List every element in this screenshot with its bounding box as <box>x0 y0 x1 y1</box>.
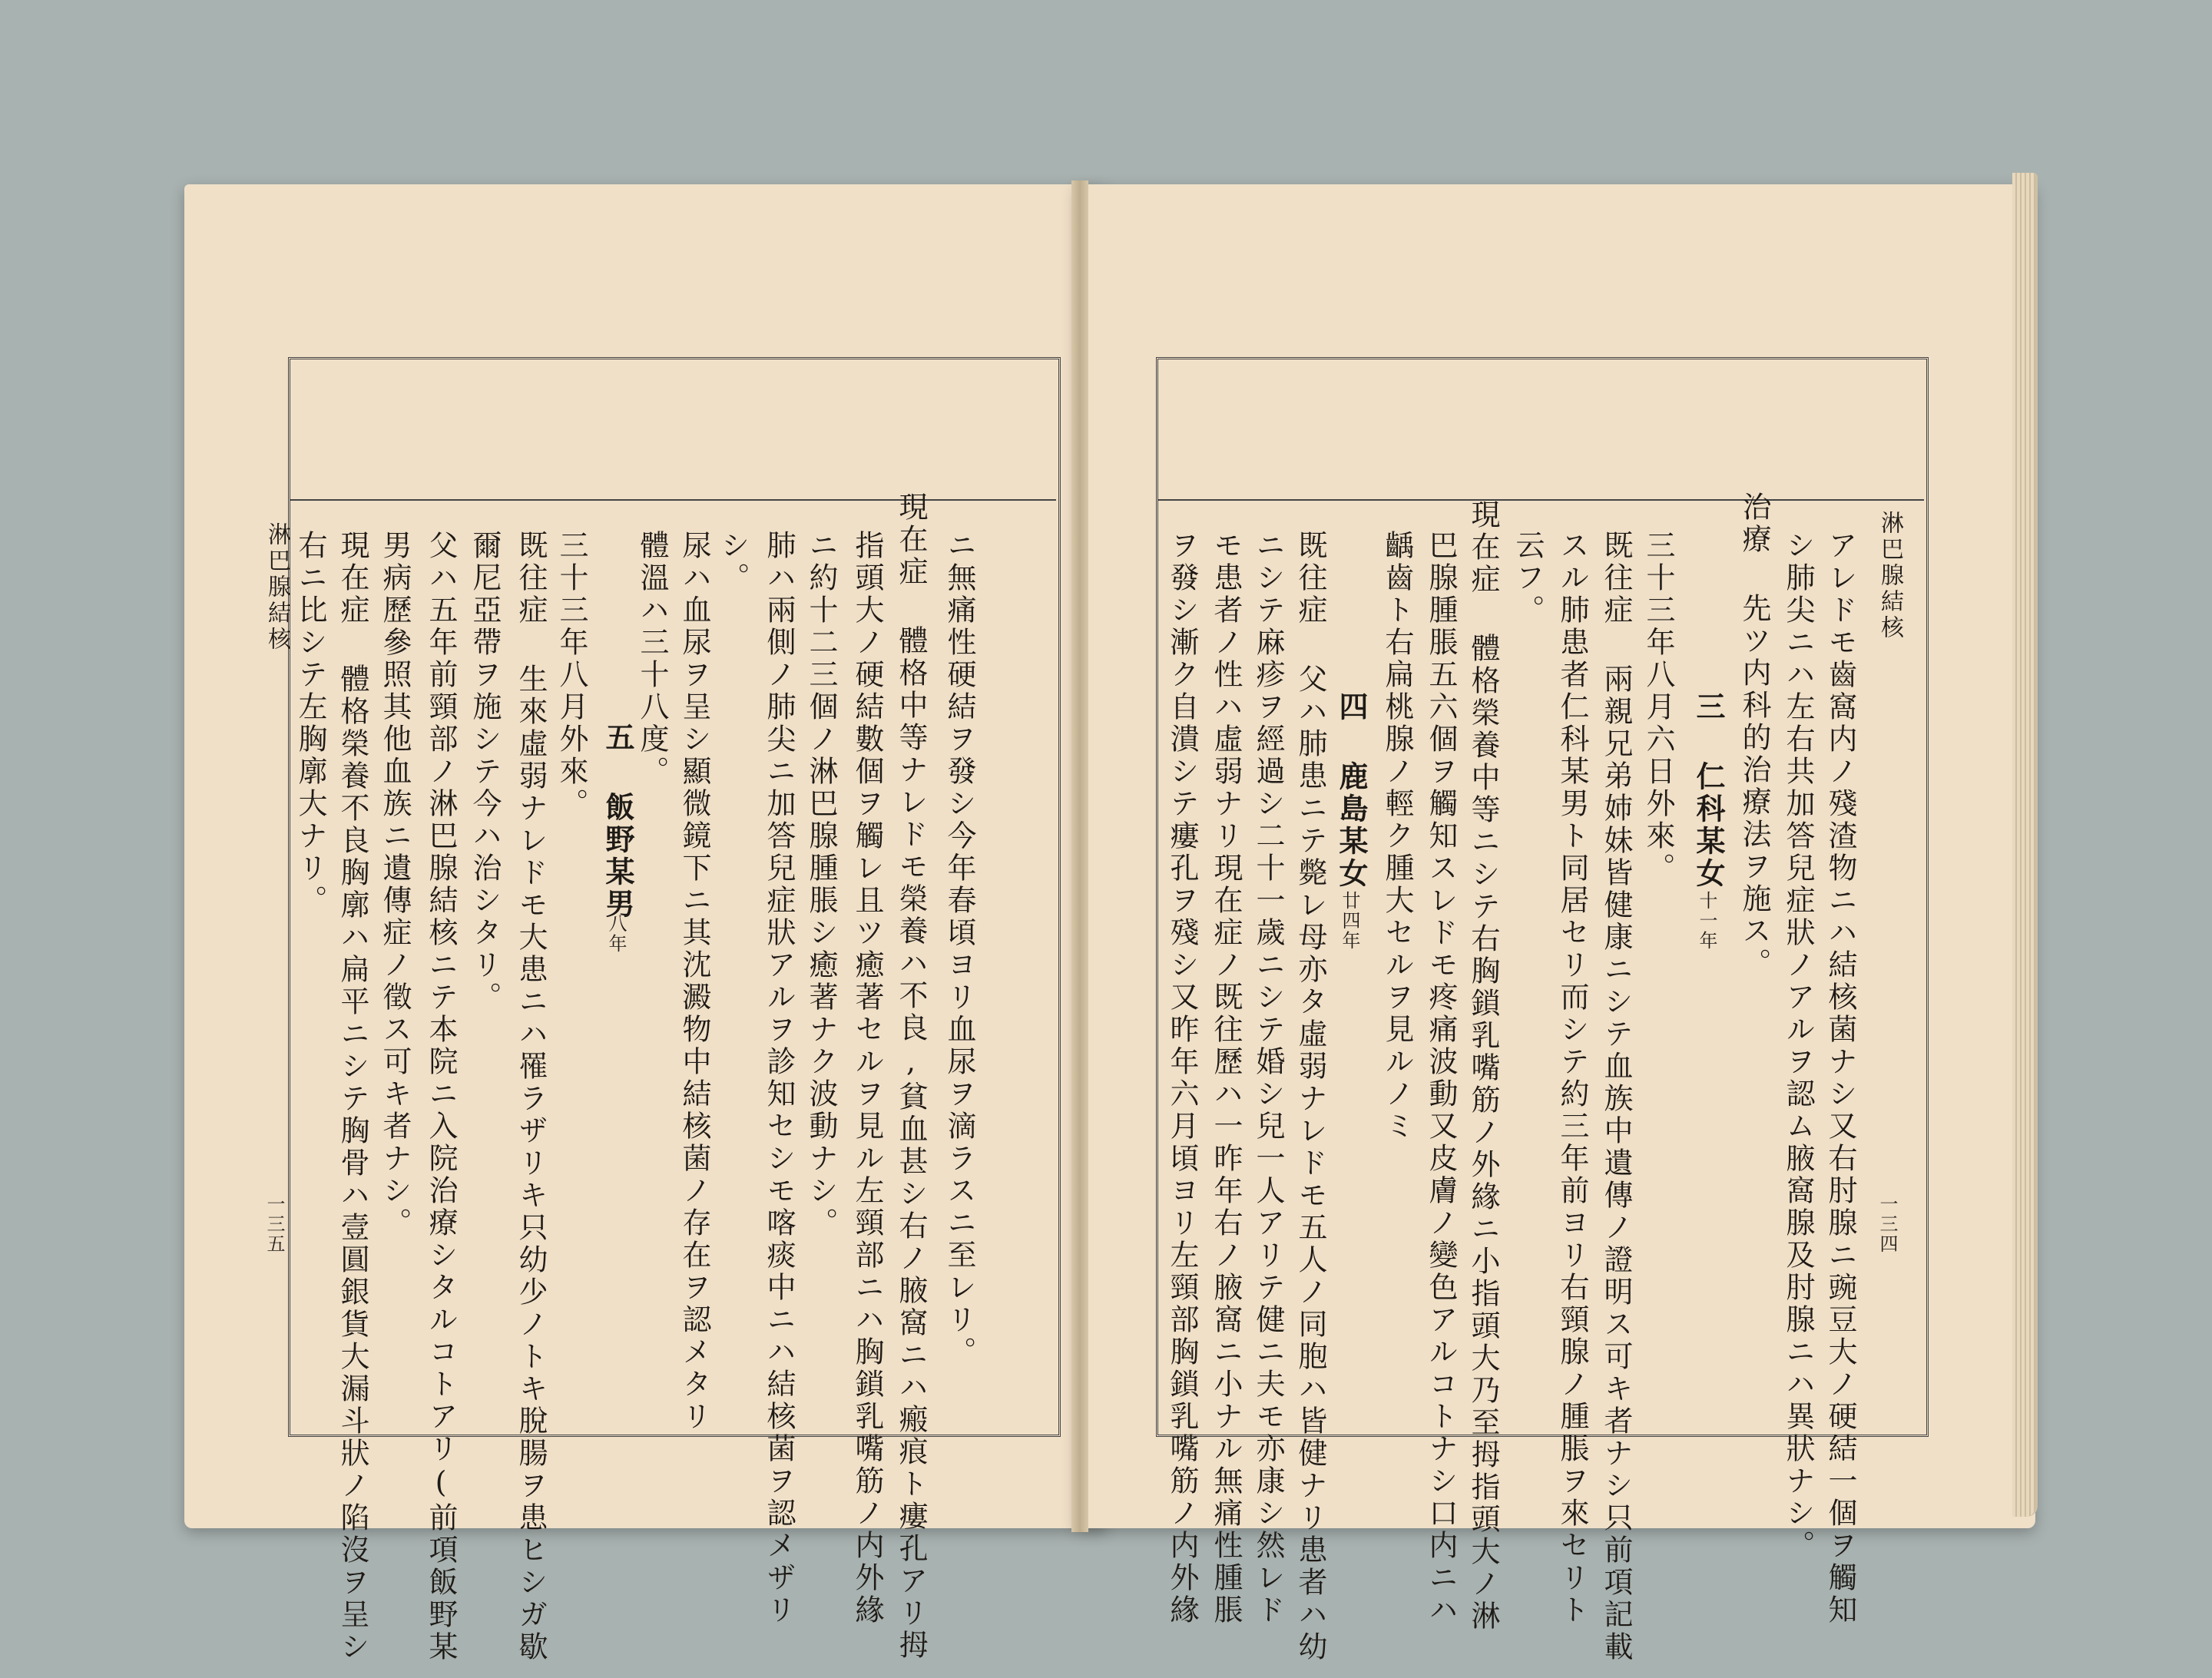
book-gutter <box>1071 180 1088 1532</box>
right-running-head: 淋巴腺結核 <box>1876 511 1903 641</box>
right-col-13: 既往症 父ハ肺患ニテ斃レ母亦タ虛弱ナレドモ五人ノ同胞ハ皆健ナリ患者ハ幼 <box>1293 530 1327 1663</box>
left-header-rule <box>290 499 1056 501</box>
right-col-3: 治療 先ツ内科的治療法ヲ施ス。 <box>1737 491 1771 980</box>
left-col-13: 父ハ五年前頸部ノ淋巴腺結核ニテ本院ニ入院治療シタルコトアリ(前項飯野某 <box>424 530 458 1663</box>
left-col-5: 肺ハ兩側ノ肺尖ニ加答兒症狀アルヲ診知セシモ喀痰中ニハ結核菌ヲ認メザリ <box>762 530 796 1627</box>
left-col-8: 體溫ハ三十八度。 <box>635 530 669 788</box>
left-col-2: 現在症 體格中等ナレドモ榮養ハ不良,貧血甚シ右ノ腋窩ニハ瘢痕ト瘻孔アリ拇 <box>894 491 928 1662</box>
left-case-age: 八年 <box>605 914 627 954</box>
left-col-12: 爾尼亞帶ヲ施シテ今ハ治シタリ。 <box>468 530 502 1014</box>
page-edges <box>2012 173 2038 1517</box>
right-col-6: 既往症 兩親兄弟姉妹皆健康ニシテ血族中遺傳ノ證明ス可キ者ナシ只前項記載 <box>1599 530 1633 1663</box>
right-col-11: 齲齒ト右扁桃腺ノ輕ク腫大セルヲ見ルノミ <box>1380 530 1414 1143</box>
left-col-7: 尿ハ血尿ヲ呈シ顯微鏡下ニ其沈澱物中結核菌ノ存在ヲ認メタリ <box>677 530 711 1433</box>
left-col-11: 既往症 生來虛弱ナレドモ大患ニハ罹ラザリキ只幼少ノトキ脫腸ヲ患ヒシガ歇 <box>514 530 548 1663</box>
right-col-15: モ患者ノ性ハ虛弱ナリ現在症ノ既往歷ハ一昨年右ノ腋窩ニ小ナル無痛性腫脹 <box>1209 530 1243 1627</box>
left-page-number: 一三五 <box>263 1194 285 1254</box>
left-col-3: 指頭大ノ硬結數個ヲ觸レ且ツ癒著セルヲ見ル左頸部ニハ胸鎖乳嘴筋ノ内外緣 <box>850 530 884 1627</box>
left-col-6: シ。 <box>716 530 750 594</box>
left-case-heading: 五 飯野某男 <box>601 722 635 921</box>
right-col-14: ニシテ麻疹ヲ經過シ二十一歲ニシテ婚シ兒一人アリテ健ニ夫モ亦康シ然レド <box>1251 530 1285 1627</box>
right-col-16: ヲ發シ漸ク自潰シテ瘻孔ヲ殘シ又昨年六月頃ヨリ左頸部胸鎖乳嘴筋ノ内外緣 <box>1165 530 1199 1627</box>
left-col-16: 右ニ比シテ左胸廓大ナリ。 <box>293 530 327 917</box>
right-col-1: アレドモ齒窩内ノ殘渣物ニハ結核菌ナシ又右肘腺ニ豌豆大ノ硬結一個ヲ觸知 <box>1823 530 1857 1627</box>
left-col-14: 男病歷參照其他血族ニ遺傳症ノ徵ス可キ者ナシ。 <box>378 530 412 1239</box>
right-case3-age: 十一年 <box>1696 891 1717 951</box>
right-col-8: 云フ。 <box>1511 530 1545 627</box>
left-col-15: 現在症 體格榮養不良胸廓ハ扁平ニシテ胸骨ハ壹圓銀貨大漏斗狀ノ陷沒ヲ呈シ <box>336 530 369 1663</box>
right-page-number: 一三四 <box>1876 1194 1898 1254</box>
right-col-9: 現在症 體格榮養中等ニシテ右胸鎖乳嘴筋ノ外緣ニ小指頭大乃至拇指頭大ノ淋 <box>1466 499 1500 1633</box>
left-col-4: ニ約十二三個ノ淋巴腺腫脹シ癒著ナク波動ナシ。 <box>804 530 838 1239</box>
right-col-2: シ肺尖ニハ左右共加答兒症狀ノアルヲ認ム腋窩腺及肘腺ニハ異狀ナシ。 <box>1781 530 1815 1562</box>
left-col-1: ニ無痛性硬結ヲ發シ今年春頃ヨリ血尿ヲ滴ラスニ至レリ。 <box>942 530 976 1369</box>
right-header-rule <box>1158 499 1924 501</box>
right-case4-heading: 四 鹿島某女 <box>1334 691 1369 890</box>
right-col-10: 巴腺腫脹五六個ヲ觸知スレドモ疼痛波動又皮膚ノ變色アルコトナシ口内ニハ <box>1424 530 1458 1627</box>
right-col-7: スル肺患者仁科某男ト同居セリ而シテ約三年前ヨリ右頸腺ノ腫脹ヲ來セリト <box>1555 530 1589 1627</box>
right-case4-age: 廿四年 <box>1339 891 1360 951</box>
left-col-10: 三十三年八月外來。 <box>555 530 588 820</box>
right-col-5: 三十三年八月六日外來。 <box>1641 530 1675 885</box>
right-case3-heading: 三 仁科某女 <box>1691 691 1726 890</box>
left-running-head: 淋巴腺結核 <box>263 522 290 653</box>
